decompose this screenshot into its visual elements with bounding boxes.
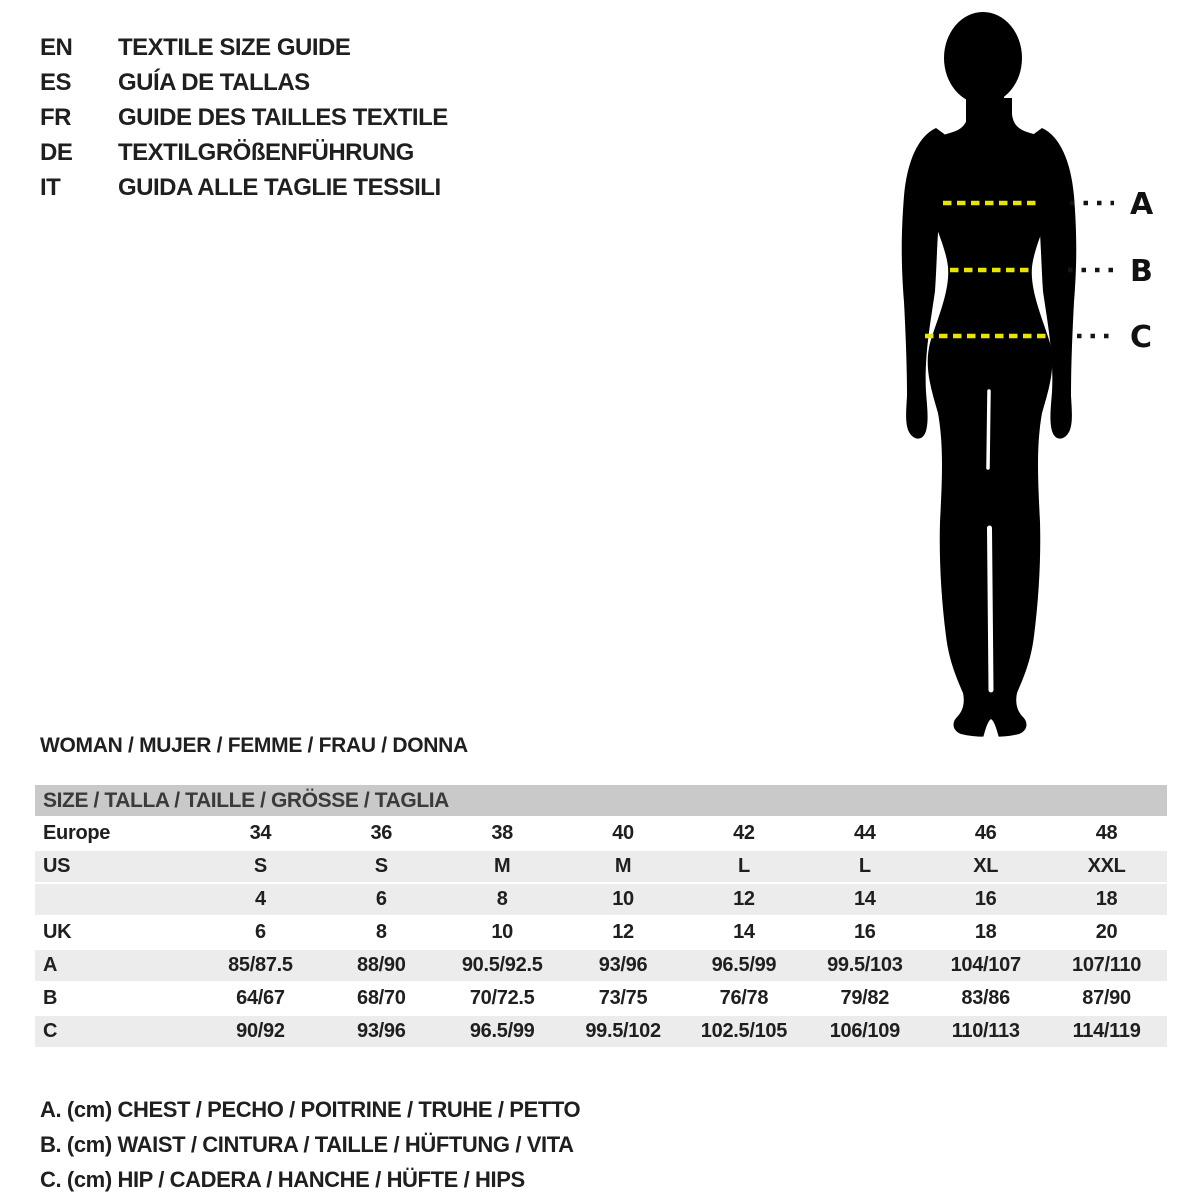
table-cell: S xyxy=(253,855,267,877)
table-cell: 107/110 xyxy=(1072,954,1142,976)
table-cell: 8 xyxy=(375,921,387,943)
guide-title: GUIDA ALLE TAGLIE TESSILI xyxy=(118,173,441,201)
table-cell: 10 xyxy=(612,888,634,910)
table-cell: 6 xyxy=(375,888,387,910)
guide-title: GUÍA DE TALLAS xyxy=(118,68,310,96)
leg-gap-upper xyxy=(988,391,989,468)
language-row xyxy=(40,30,448,65)
language-row xyxy=(40,135,448,170)
table-cell: 16 xyxy=(853,921,876,943)
table-cell: 99.5/102 xyxy=(585,1020,661,1042)
table-cell: 106/109 xyxy=(829,1020,900,1042)
table-cell: 114/119 xyxy=(1072,1020,1141,1042)
legend-line-chest: A. (cm) CHEST / PECHO / POITRINE / TRUHE / PETTO xyxy=(40,1096,581,1122)
table-cell: 85/87.5 xyxy=(228,954,293,976)
row-label: UK xyxy=(43,921,72,943)
table-cell: 36 xyxy=(370,822,393,844)
table-cell: 90/92 xyxy=(236,1020,285,1042)
guide-title: TEXTILGRÖßENFÜHRUNG xyxy=(118,138,414,166)
table-row xyxy=(35,983,1167,1016)
table-cell: 110/113 xyxy=(951,1020,1020,1042)
table-cell: M xyxy=(614,855,632,877)
table-cell: 93/96 xyxy=(598,954,648,976)
size-table-header: SIZE / TALLA / TAILLE / GRÖSSE / TAGLIA xyxy=(35,785,1167,818)
row-label: Europe xyxy=(43,822,111,844)
table-cell: 16 xyxy=(974,888,997,910)
measurement-legend xyxy=(40,1092,580,1197)
table-cell: 12 xyxy=(733,888,755,910)
guide-title: GUIDE DES TAILLES TEXTILE xyxy=(118,103,448,131)
table-cell: 68/70 xyxy=(357,987,406,1009)
row-label: C xyxy=(43,1020,58,1042)
table-cell: 96.5/99 xyxy=(711,954,777,976)
size-table xyxy=(35,785,1167,1049)
language-code: IT xyxy=(40,173,61,201)
table-cell: L xyxy=(737,855,750,877)
woman-silhouette-figure xyxy=(850,0,1200,760)
table-cell: 10 xyxy=(491,921,514,943)
table-cell: 4 xyxy=(255,888,266,910)
table-cell: 83/86 xyxy=(961,987,1010,1009)
table-cell: L xyxy=(858,855,871,877)
table-cell: 99.5/103 xyxy=(827,954,903,976)
table-cell: 14 xyxy=(853,888,876,910)
table-cell: XXL xyxy=(1087,855,1126,877)
table-row xyxy=(35,818,1167,851)
table-row xyxy=(35,884,1167,917)
table-cell: 40 xyxy=(612,822,634,844)
table-cell: 8 xyxy=(496,888,508,910)
table-cell: 14 xyxy=(733,921,755,943)
row-label: A xyxy=(43,954,58,976)
table-cell: 104/107 xyxy=(950,954,1021,976)
table-cell: 20 xyxy=(1095,921,1118,943)
table-cell: XL xyxy=(973,855,999,877)
table-cell: 12 xyxy=(612,921,634,943)
guide-title: TEXTILE SIZE GUIDE xyxy=(118,33,351,61)
table-cell: 6 xyxy=(255,921,266,943)
leg-gap-lower xyxy=(990,528,992,690)
table-row xyxy=(35,917,1167,950)
table-row xyxy=(35,1016,1167,1049)
measurement-figure xyxy=(850,0,1200,760)
table-cell: 44 xyxy=(853,822,876,844)
table-cell: 42 xyxy=(733,822,755,844)
table-cell: 87/90 xyxy=(1082,987,1131,1009)
table-cell: 48 xyxy=(1095,822,1118,844)
language-title-list xyxy=(40,30,448,205)
language-code: FR xyxy=(40,103,71,131)
language-row xyxy=(40,65,448,100)
table-cell: 46 xyxy=(974,822,997,844)
table-cell: 38 xyxy=(491,822,514,844)
table-cell: 90.5/92.5 xyxy=(461,954,543,976)
table-cell: 18 xyxy=(1095,888,1118,910)
row-label: US xyxy=(43,855,71,877)
row-label xyxy=(35,884,200,915)
row-label: B xyxy=(43,987,58,1009)
section-title-woman: WOMAN / MUJER / FEMME / FRAU / DONNA xyxy=(40,734,468,757)
language-row xyxy=(40,100,448,135)
table-row xyxy=(35,851,1167,884)
legend-line-waist: B. (cm) WAIST / CINTURA / TAILLE / HÜFTUNG / VITA xyxy=(40,1131,574,1157)
table-cell: 70/72.5 xyxy=(469,987,535,1009)
table-cell: 102.5/105 xyxy=(700,1020,788,1042)
language-code: EN xyxy=(40,33,73,61)
chest-label: A xyxy=(1130,187,1154,222)
table-cell: 96.5/99 xyxy=(469,1020,535,1042)
language-code: ES xyxy=(40,68,72,96)
hip-label: C xyxy=(1130,320,1153,355)
waist-label: B xyxy=(1130,254,1153,289)
size-table-body xyxy=(35,818,1167,1049)
table-cell: 79/82 xyxy=(840,987,890,1009)
language-code: DE xyxy=(40,138,73,166)
table-cell: 88/90 xyxy=(357,954,406,976)
table-cell: S xyxy=(374,855,388,877)
legend-line-hip: C. (cm) HIP / CADERA / HANCHE / HÜFTE / HIPS xyxy=(40,1166,525,1192)
table-cell: 34 xyxy=(249,822,272,844)
table-cell: M xyxy=(494,855,511,877)
table-cell: 76/78 xyxy=(719,987,769,1009)
table-row xyxy=(35,950,1167,983)
table-cell: 73/75 xyxy=(598,987,648,1009)
table-cell: 93/96 xyxy=(357,1020,406,1042)
table-cell: 64/67 xyxy=(236,987,285,1009)
language-row xyxy=(40,170,448,205)
table-cell: 18 xyxy=(974,921,997,943)
